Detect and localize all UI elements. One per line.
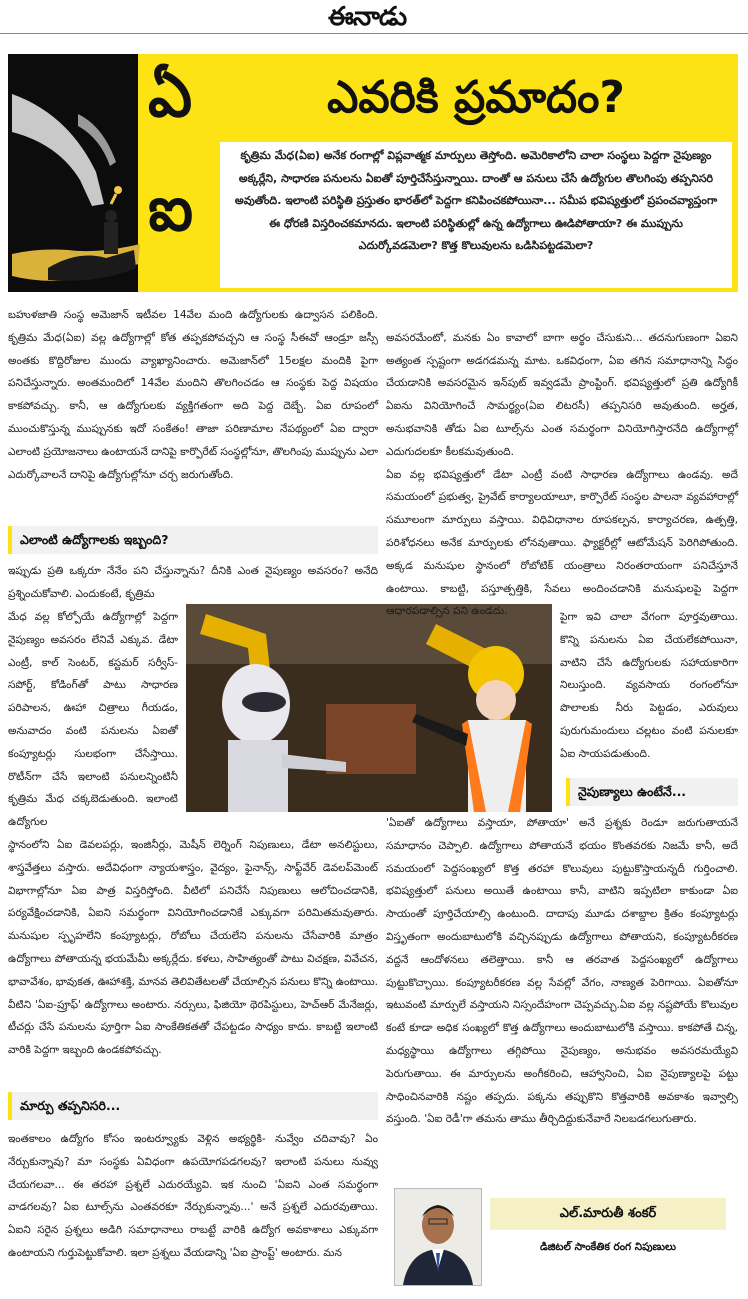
subhead-skills: నైపుణ్యాలు ఉంటేనే...: [566, 778, 738, 806]
newspaper-logo: ఈనాడు: [328, 2, 407, 32]
body-right-top: [386, 304, 738, 646]
body-left-top: [8, 304, 378, 486]
paragraph: 'ఏఐతో ఉద్యోగాలు వస్తాయా, పోతాయా' అనే ప్రశ్నకు రెండూ జరుగుతాయనే సమాధానం చెప్పాలి. ఉద్యోగాలు పోతాయనే భయం కొంతవరకు నిజమే కానీ, అదే సమయంలో పెద్దసంఖ్యలో కొత్త తరహా కొలువులు పుట్టుకొస్తాయన్నదీ గుర్తించాలి. భవిష్యత్తులో పనులు అయితే ఉంటాయి కానీ, వాటిని ఇప్పటిలా కాకుండా ఏఐ సాయంతో పూర్తిచేయాల్సి ఉంటుంది. దాదాపు మూడు దశాబ్దాల క్రితం కంప్యూటర్లు విస్తృతంగా అందుబాటులోకి వచ్చినప్పుడు ఉద్యోగాలు పోతాయని, కంప్యూటరీకరణ వద్దనే ఆందోళనలు తలెత్తాయి. కానీ ఆ తరవాత పెద్దసంఖ్యలో ఉద్యోగాలు పుట్టుకొచ్చాయి. కంప్యూటరీకరణ వల్ల సేవల్లో వేగం, నాణ్యత పెరిగాయి. ఏఐతోనూ ఇటువంటి మార్పులే వస్తాయని నిస్సందేహంగా చెప్పవచ్చు.ఏఐ వల్ల నష్టపోయే కొలువుల కంటే కూడా అధిక సంఖ్యలో కొత్త ఉద్యోగాలు అందుబాటులోకి వస్తాయి. కాకపోతే చిన్న, మధ్యస్థాయి ఉద్యోగాలు తగ్గిపోయి నైపుణ్యం, అనుభవం అవసరమయ్యేవి పెరుగుతాయి. ఈ మార్పులను అంగీకరించి, ఆహ్వానించి, ఏఐ నైపుణ్యాలపై పట్టు సాధించినవారికి నష్టం తప్పదు. పక్కను తప్పుకొని కొత్తవారికి అవకాశం ఇవ్వాల్సి వస్తుంది. 'ఏఐ రెడీ'గా తమను తాము తీర్చిదిద్దుకునేవారే నిలబడగలుగుతారు.: [386, 817, 738, 1126]
masthead: [0, 0, 748, 36]
author-portrait: [394, 1188, 482, 1286]
paragraph: బహుళజాతి సంస్థ అమెజాన్ ఇటీవల 14వేల మంది ఉద్యోగులకు ఉద్వాసన పలికింది. కృత్రిమ మేధ(ఏఐ) వల్ల ఉద్యోగాల్లో కోత తప్పకపోవచ్చని ఆ సంస్థ సీఈవో ఆండ్రూ జస్సీ అంతకు కొద్దిరోజుల ముందు వ్యాఖ్యానించారు. అమెజాన్‌లో 15లక్షల మందికి పైగా పనిచేస్తున్నారు. అంతమందిలో 14వేల మందిని తొలగించడం ఆ సంస్థకు పెద్ద విషయం కాకపోవచ్చు. కానీ, ఆ ఉద్యోగులకు వ్యక్తిగతంగా అది పెద్ద దెబ్బే. ఏఐ రూపంలో ముంచుకొస్తున్న ముప్పునకు ఇదో సంకేతం! తాజా పరిణామాల నేపథ్యంలో ఏఐ ద్వారా ఎలాంటి ప్రయోజనాలు ఉంటాయనే దానిపై కార్పొరేట్ సంస్థల్లోనూ, తొలగింపు ముప్పును ఎలా ఎదుర్కోవాలనే దానిపై ఉద్యోగుల్లోనూ చర్చ జరుగుతోంది.: [8, 309, 378, 481]
paragraph: ఇంతకాలం ఉద్యోగం కోసం ఇంటర్వ్యూకు వెళ్లిన అభ్యర్థికి- నువ్వేం చదివావు? ఏం నేర్చుకున్నావు? మా సంస్థకు ఏవిధంగా ఉపయోగపడగలవు? ఇలాంటి పనులు నువ్వు చేయగలవా... ఈ తరహా ప్రశ్నలే ఎదురయ్యేవి. ఇక నుంచి 'ఏఐని ఎంత సమర్థంగా వాడగలవు? ఏఐ టూల్స్‌ను ఎంతవరకూ నేర్చుకున్నావు...' అనే ప్రశ్నలే ఎదురవుతాయి. ఏఐని సరైన ప్రశ్నలు అడిగి సమాధానాలు రాబట్టే వారికి ఉద్యోగ అవకాశాలు ఎక్కువగా ఉంటాయని గుర్తుపెట్టుకోవాలి. ఇలా ప్రశ్నలు వేయడాన్ని 'ఏఐ ప్రాంప్ట్' అంటారు. మన: [8, 1133, 378, 1259]
avatar: [395, 1189, 481, 1285]
hero-glyph-top: ఏ: [148, 58, 193, 131]
body-left-mid-lead: [8, 560, 378, 606]
paragraph: ఇప్పుడు ప్రతి ఒక్కరూ నేనేం పని చేస్తున్నాను? దీనికి ఎంత నైపుణ్యం అవసరం? అనేది ప్రశ్నించుకోవాలి. ఎందుకంటే, కృత్రిమ: [8, 565, 378, 600]
masthead-rule: [0, 33, 748, 34]
lede-text: కృత్రిమ మేధ(ఏఐ) అనేక రంగాల్లో విప్లవాత్మక మార్పులు తెస్తోంది. అమెరికాలోని చాలా సంస్థలు పెద్దగా నైపుణ్యం అక్కర్లేని, సాధారణ పనులను ఏఐతో పూర్తిచేసేస్తున్నాయి. దాంతో ఆ పనులు చేసే ఉద్యోగుల తొలగింపు తప్పనిసరి అవుతోంది. ఇలాంటి పరిస్థితి ప్రస్తుతం భారత్‌లో పెద్దగా కనిపించకపోయినా... సమీప భవిష్యత్తులో ప్రపంచవ్యాప్తంగా ఈ ధోరణి విస్తరించకమానదు. ఇలాంటి పరిస్థితుల్లో ఉన్న ఉద్యోగాలు ఊడిపోతాయా? ఈ ముప్పును ఎదుర్కోవడమెలా? కొత్త కొలువులను ఒడిసిపట్టడమెలా?: [234, 149, 718, 253]
author-name: ఎల్.మారుతీ శంకర్: [490, 1198, 726, 1230]
hero-banner: [8, 54, 738, 292]
article-lede: [220, 142, 732, 288]
author-role: డిజిటల్ సాంకేతిక రంగ నిపుణులు: [539, 1241, 677, 1253]
body-right-mid: [386, 812, 738, 1131]
author-byline: [394, 1188, 738, 1286]
subhead-change-mandatory: మార్పు తప్పనిసరి...: [8, 1092, 378, 1120]
paragraph: మేధ వల్ల కోల్పోయే ఉద్యోగాల్లో పెద్దగా నైపుణ్యం అవసరం లేనివే ఎక్కువ. డేటా ఎంట్రీ, కాల్ సెంటర్, కస్టమర్ సర్వీస్-సపోర్ట్, కోడింగ్‌తో పాటు సాధారణ పరిపాలన, ఊహా చిత్రాలు గీయడం, అనువాదం వంటి పనులను ఏఐతో కంప్యూటర్లు సులభంగా చేసేస్తాయి. రొటీన్‌గా చేసే ఇలాంటి పనులన్నింటినీ కృత్రిమ మేధ చక్కబెడుతుంది. ఇలాంటి ఉద్యోగుల: [8, 611, 178, 829]
hero-illustration: [8, 54, 210, 292]
body-left-bottom: [8, 834, 378, 1062]
article-headline: ఎవరికి ప్రమాదం?: [327, 72, 625, 123]
body-left-end: [8, 1128, 378, 1265]
body-right-narrow: [560, 606, 738, 766]
subhead-which-jobs: ఎలాంటి ఉద్యోగాలకు ఇబ్బంది?: [8, 526, 378, 554]
paragraph: అవసరమేంటో, మనకు ఏం కావాలో బాగా అర్థం చేసుకుని... తదనుగుణంగా ఏఐని అత్యంత స్పష్టంగా అడగడమన్న మాట. ఒకవిధంగా, ఏఐ తగిన సమాధానాన్ని సిద్ధం చేయడానికి అవసరమైన ఇన్‌పుట్ ఇవ్వడమే ప్రాంప్టింగ్. భవిష్యత్తులో ప్రతి ఉద్యోగికీ ఏఐను వినియోగించే సామర్థ్యం(ఏఐ లిటరసీ) తప్పనిసరి అవుతుంది. అర్హత, అనుభవానికి తోడు ఏఐ టూల్స్‌ను ఎంత సమర్థంగా వినియోగిస్తారనేది ఉద్యోగాల్లో ఎదుగుదలకూ కీలకమవుతుంది. ఏఐ వల్ల భవిష్యత్తులో డేటా ఎంట్రీ వంటి సాధారణ ఉద్యోగాలు ఉండవు. అదే సమయంలో ప్రభుత్వ, ప్రైవేట్ కార్యాలయాలూ, కార్పొరేట్ సంస్థల పాలనా వ్యవహారాల్లో సమూలంగా మార్పులు వస్తాయి. విధివిధానాల రూపకల్పన, కార్యాచరణ, ఉత్పత్తి, పరిశోధనలు అనేక మార్పులకు లోనవుతాయి. ఫ్యాక్టరీల్లో ఆటోమేషన్ పెరిగిపోతుంది. అక్కడ మనుషుల స్థానంలో రోబోటిక్ యంత్రాలు నిరంతరాయంగా పనిచేస్తూనే ఉంటాయి. కాబట్టి, పస్తూత్పత్తికి, సేవలు అందించడానికి మనుషులపై పెద్దగా ఆధారపడాల్సిన పని ఉండదు.: [386, 331, 738, 618]
body-left-narrow: [8, 606, 178, 834]
paragraph: స్థానంలోని ఏఐ డెవలపర్లు, ఇంజినీర్లు, మెషీన్ లెర్నింగ్ నిపుణులు, డేటా అనలిస్టులు, శాస్త్రవేత్తలు వస్తారు. అదేవిధంగా న్యాయశాస్త్రం, వైద్యం, ఫైనాన్స్, సాఫ్ట్‌వేర్ డెవలప్‌మెంట్ విభాగాల్లోనూ ఏఐ పాత్ర విస్తరిస్తోంది. వీటిలో పనిచేసే నిపుణులు ఆలోచించడానికి, పర్యవేక్షించడానికి, ఏఐని సమర్థంగా వినియోగించడానికే ఎక్కువగా పరిమితమవుతారు. మనుషుల స్పృహలేని కంప్యూటర్లు, రోబోలు చేయలేని పనులను చేసేవారికి మాత్రం ఉద్యోగాలు పోతాయన్న భయమేమీ అక్కర్లేదు. కళలు, సాహిత్యంతో పాటు విచక్షణ, వివేచన, భావావేశం, భావుకత, ఊహాశక్తి, మానవ తెలివితేటలతో చేయాల్సిన పనులు కొన్ని ఉంటాయి. వీటిని 'ఏఐ-ప్రూఫ్' ఉద్యోగాలు అంటారు. నర్సులు, ఫిజియో థెరపిస్టులు, హెచ్‌ఆర్ మేనేజర్లు, టీచర్లు చేసే పనులను పూర్తిగా ఏఐ సాంకేతికతతో చేపట్టడం సాధ్యం కాదు. కాబట్టి ఇలాంటి వారికి పెద్దగా ఇబ్బంది ఉండకపోవచ్చు.: [8, 839, 378, 1057]
paragraph: పైగా ఇవి చాలా వేగంగా పూర్తవుతాయి. కొన్ని పనులను ఏఐ చేయలేకపోయినా, వాటిని చేసే ఉద్యోగులకు సహాయకారిగా నిలుస్తుంది. వ్యవసాయ రంగంలోనూ పొలాలకు నీరు పెట్టడం, ఎరువులు పురుగుమందులు చల్లటం వంటి పనులకూ ఏఐ సాయపడుతుంది.: [560, 611, 738, 760]
hero-glyph-bottom: ఐ: [148, 172, 194, 245]
